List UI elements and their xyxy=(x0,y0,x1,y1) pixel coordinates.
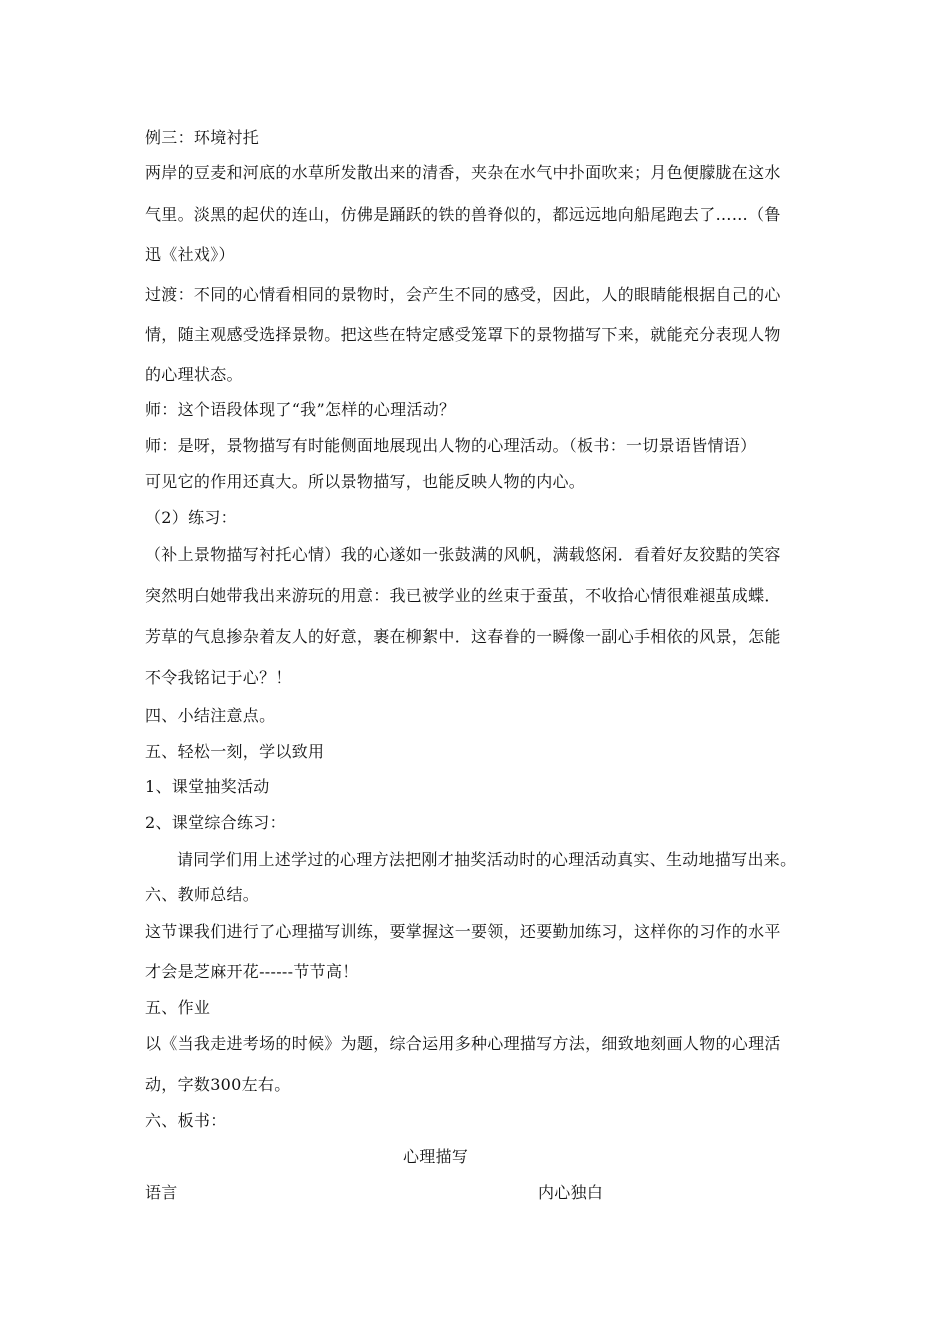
text-line: 例三：环境衬托 xyxy=(145,128,260,147)
board-left-item: 语言 xyxy=(145,1183,178,1202)
text-line: 1、课堂抽奖活动 xyxy=(145,777,270,796)
text-line: 2、课堂综合练习： xyxy=(145,813,286,832)
text-line: 才会是芝麻开花------节节高！ xyxy=(145,962,359,981)
text-line: 师：这个语段体现了“我”怎样的心理活动？ xyxy=(145,400,456,419)
text-line: 动，字数300左右。 xyxy=(145,1075,291,1094)
text-line: 不令我铭记于心？！ xyxy=(145,668,292,687)
text-line: 师：是呀，景物描写有时能侧面地展现出人物的心理活动。（板书：一切景语皆情语） xyxy=(145,436,757,455)
text-line: （2）练习： xyxy=(145,508,237,527)
text-line: 可见它的作用还真大。所以景物描写，也能反映人物的内心。 xyxy=(145,472,586,491)
text-line: 突然明白她带我出来游玩的用意：我已被学业的丝束于蚕茧，不收拾心情很难褪茧成蝶． xyxy=(145,586,781,605)
text-line: 六、板书： xyxy=(145,1111,227,1130)
text-line: （补上景物描写衬托心情）我的心遂如一张鼓满的风帆，满载悠闲．看着好友狡黠的笑容 xyxy=(145,545,781,564)
text-line: 情，随主观感受选择景物。把这些在特定感受笼罩下的景物描写下来，就能充分表现人物 xyxy=(145,325,781,344)
text-line: 两岸的豆麦和河底的水草所发散出来的清香，夹杂在水气中扑面吹来；月色便朦胧在这水 xyxy=(145,163,781,182)
text-line: 请同学们用上述学过的心理方法把刚才抽奖活动时的心理活动真实、生动地描写出来。 xyxy=(177,850,797,869)
text-line: 迅《社戏》） xyxy=(145,245,235,264)
text-line: 以《当我走进考场的时候》为题，综合运用多种心理描写方法，细致地刻画人物的心理活 xyxy=(145,1034,781,1053)
text-line: 过渡：不同的心情看相同的景物时，会产生不同的感受，因此，人的眼睛能根据自己的心 xyxy=(145,285,781,304)
text-line: 气里。淡黑的起伏的连山，仿佛是踊跃的铁的兽脊似的，都远远地向船尾跑去了……（鲁 xyxy=(145,205,781,224)
text-line: 五、轻松一刻，学以致用 xyxy=(145,742,325,761)
text-line: 芳草的气息掺杂着友人的好意，裹在柳絮中．这春眷的一瞬像一副心手相依的风景，怎能 xyxy=(145,627,781,646)
text-line: 这节课我们进行了心理描写训练，要掌握这一要领，还要勤加练习，这样你的习作的水平 xyxy=(145,922,781,941)
board-title: 心理描写 xyxy=(403,1147,469,1166)
text-line: 五、作业 xyxy=(145,998,211,1017)
text-line: 六、教师总结。 xyxy=(145,885,260,904)
text-line: 的心理状态。 xyxy=(145,365,243,384)
board-right-item: 内心独白 xyxy=(538,1183,604,1202)
text-line: 四、小结注意点。 xyxy=(145,706,276,725)
